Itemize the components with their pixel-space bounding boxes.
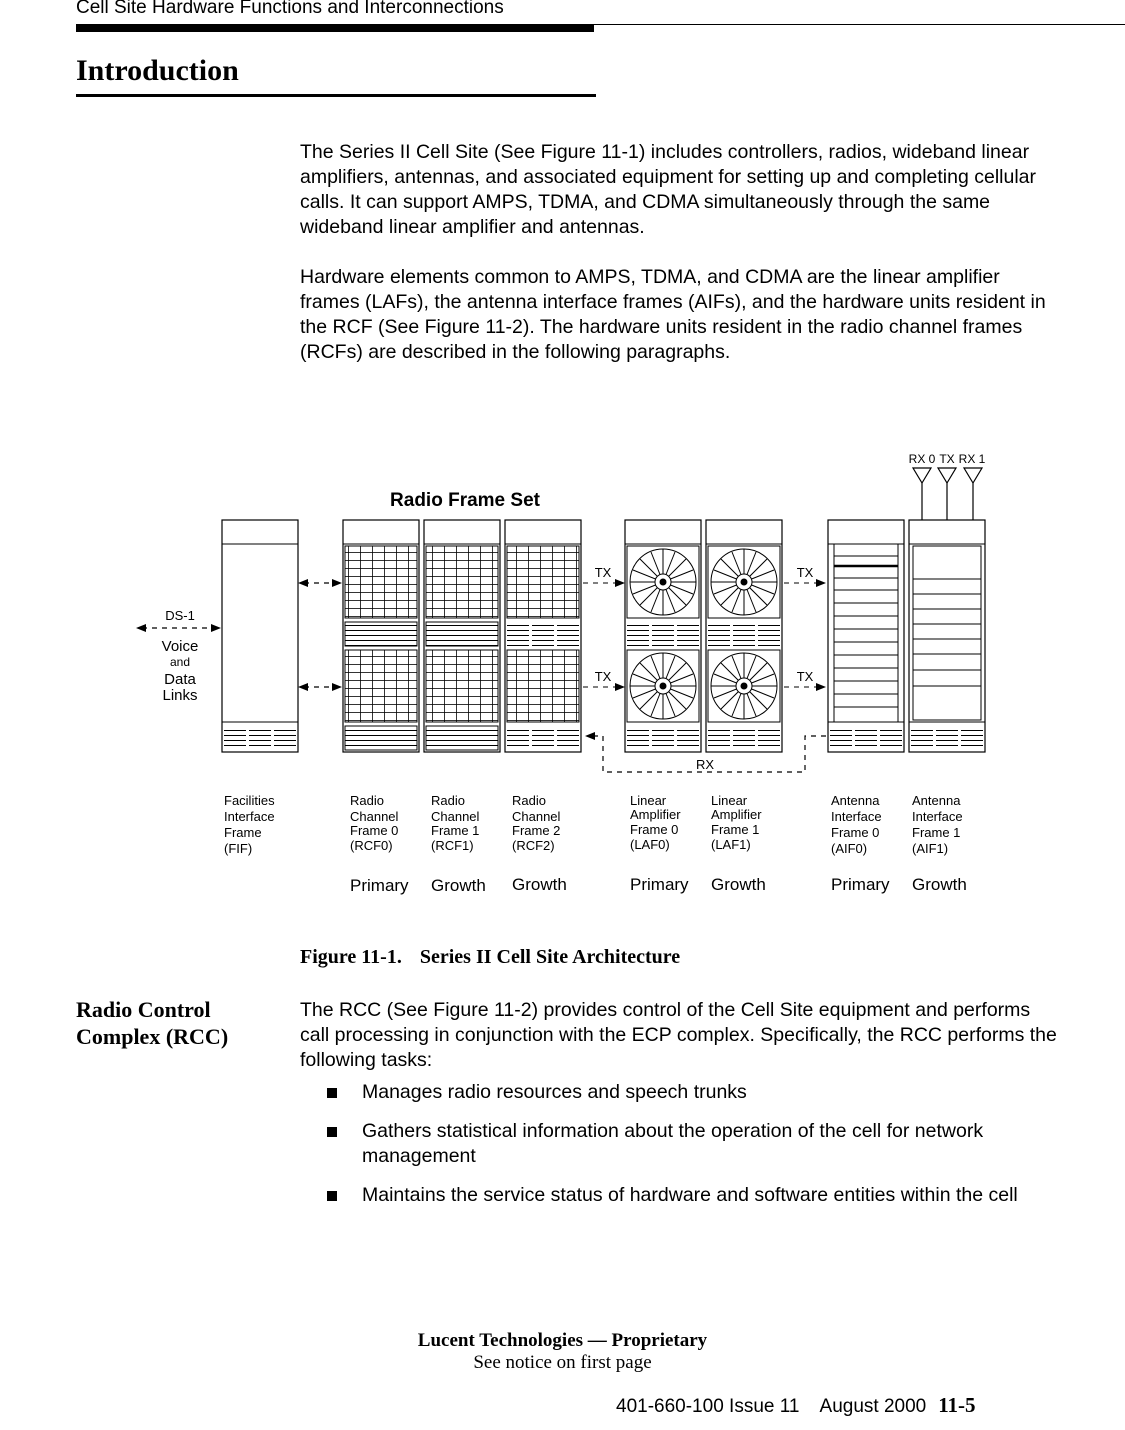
frame-label-line: Radio — [431, 793, 465, 808]
aif0-frame — [828, 520, 904, 752]
frame-label-line: Frame 1 — [431, 823, 480, 838]
frame-label-line: Channel — [350, 809, 399, 824]
ds1-arrow-left-icon — [136, 624, 146, 632]
voice-label: Voice — [161, 638, 199, 655]
bullet-square-icon — [327, 1191, 337, 1201]
rcf0-frame — [343, 520, 419, 752]
figure-caption-text: Series II Cell Site Architecture — [419, 946, 681, 968]
tx-label: TX — [796, 669, 814, 684]
frame-label-line: (RCF2) — [512, 838, 555, 853]
laf0-frame — [625, 520, 701, 752]
footer-company: Lucent Technologies — Proprietary — [417, 1330, 708, 1351]
frame-label-line: Frame — [224, 825, 262, 840]
frame-label-line: Frame 2 — [512, 823, 561, 838]
frame-label-line: Linear — [711, 793, 748, 808]
arrow-icon — [615, 579, 625, 587]
frame-status: Growth — [512, 875, 567, 894]
rx-label: RX — [695, 757, 715, 772]
figure-number: Figure 11-1. — [300, 946, 402, 968]
rx0-label: RX 0 — [908, 452, 936, 466]
rx1-label: RX 1 — [958, 452, 986, 466]
data-label: Data — [164, 671, 196, 688]
frame-label-line: (AIF1) — [912, 841, 949, 856]
frame-label-line: Radio — [350, 793, 384, 808]
frame-label-line: Facilities — [224, 793, 275, 808]
frame-label-line: Radio — [512, 793, 546, 808]
frame-status: Primary — [630, 875, 689, 894]
frame-label-line: Amplifier — [630, 807, 681, 822]
frame-label-line: (FIF) — [224, 841, 253, 856]
frame-status: Growth — [912, 875, 967, 894]
arrow-icon — [298, 579, 308, 587]
and-label: and — [169, 655, 191, 669]
frame-label-line: Channel — [512, 809, 561, 824]
ds1-label: DS-1 — [165, 608, 195, 623]
arrow-icon — [298, 683, 308, 691]
intro-paragraph-1: The Series II Cell Site (See Figure 11-1) includes controllers, radios, wideband linear amplifiers, antennas, and associated equipment for setting up and completing cellular calls. It can support AMPS, TDMA, and CDMA simultaneously through the same wideband linear amplifier and antennas. — [300, 141, 1037, 238]
arrow-icon — [585, 732, 595, 740]
rcc-heading: Radio Control Complex (RCC) — [76, 997, 229, 1049]
frame-label-line: Linear — [630, 793, 667, 808]
rcf1-frame — [424, 520, 500, 752]
frame-label-line: Amplifier — [711, 807, 762, 822]
ds1-arrow-right-icon — [211, 624, 221, 632]
frame-label-line: Frame 1 — [711, 822, 760, 837]
rcf2-frame — [505, 520, 581, 752]
tx-antenna-label: TX — [939, 452, 955, 466]
tx-label: TX — [594, 669, 612, 684]
laf1-frame — [706, 520, 782, 752]
fif-frame — [222, 520, 298, 752]
list-item — [300, 1119, 1060, 1169]
footer-docinfo — [616, 1393, 976, 1418]
frame-label-line: Antenna — [912, 793, 961, 808]
frame-label-line: (AIF0) — [831, 841, 868, 856]
frame-status: Primary — [350, 876, 409, 895]
section-title: Introduction — [76, 54, 239, 87]
figure-caption — [300, 946, 680, 969]
running-header: Cell Site Hardware Functions and Interconnections — [76, 0, 504, 18]
frame-label-line: (LAF1) — [711, 837, 751, 852]
frame-label-line: Interface — [224, 809, 275, 824]
frame-status: Primary — [831, 875, 890, 894]
arrow-icon — [332, 683, 342, 691]
fif-rcf-links — [304, 583, 336, 687]
frame-label-line: Interface — [912, 809, 963, 824]
header-rule-thick — [76, 25, 594, 32]
aif1-frame — [909, 520, 985, 752]
footer-notice: See notice on first page — [473, 1352, 652, 1373]
frame-label-line: Frame 0 — [630, 822, 679, 837]
frame-label-line: Interface — [831, 809, 882, 824]
frame-label-line: (LAF0) — [630, 837, 670, 852]
bullet-square-icon — [327, 1088, 337, 1098]
figure-title: Radio Frame Set — [390, 490, 540, 511]
tx-label: TX — [594, 565, 612, 580]
cell-site-architecture-figure — [0, 420, 1125, 920]
list-item — [300, 1080, 1060, 1105]
frame-label-line: Frame 1 — [912, 825, 961, 840]
arrow-icon — [332, 579, 342, 587]
list-item-text: Gathers statistical information about the operation of the cell for network management — [362, 1120, 984, 1167]
frame-label-line: Frame 0 — [350, 823, 399, 838]
arrow-icon — [615, 683, 625, 691]
frame-label-line: Antenna — [831, 793, 880, 808]
frame-label-line: (RCF1) — [431, 838, 474, 853]
arrow-icon — [816, 579, 826, 587]
rcc-task-list — [300, 1080, 1060, 1222]
bullet-square-icon — [327, 1127, 337, 1137]
tx-label: TX — [796, 565, 814, 580]
links-label: Links — [162, 687, 198, 704]
rcc-intro-paragraph: The RCC (See Figure 11-2) provides control of the Cell Site equipment and performs call processing in conjunction with the ECP complex. Specifically, the RCC performs the following tasks: — [300, 999, 1057, 1071]
frame-label-line: Channel — [431, 809, 480, 824]
doc-id: 401-660-100 Issue 11 August 2000 — [616, 1396, 927, 1417]
frame-label-line: Frame 0 — [831, 825, 880, 840]
frame-status: Growth — [711, 875, 766, 894]
arrow-icon — [816, 683, 826, 691]
list-item — [300, 1183, 1060, 1208]
list-item-text: Maintains the service status of hardware and software entities within the cell — [362, 1184, 1018, 1206]
intro-paragraph-2: Hardware elements common to AMPS, TDMA, and CDMA are the linear amplifier frames (LAFs), the antenna interface frames (AIFs), and the hardware units resident in the RCF (See Figure 11-2). The hardware units resident in the radio channel frames (RCFs) are described in the following paragraphs. — [300, 266, 1046, 363]
frame-label-line: (RCF0) — [350, 838, 393, 853]
list-item-text: Manages radio resources and speech trunks — [362, 1081, 747, 1103]
page-number: 11-5 — [938, 1393, 976, 1417]
section-rule — [76, 94, 596, 97]
antenna-icon — [913, 468, 982, 520]
frame-status: Growth — [431, 876, 486, 895]
